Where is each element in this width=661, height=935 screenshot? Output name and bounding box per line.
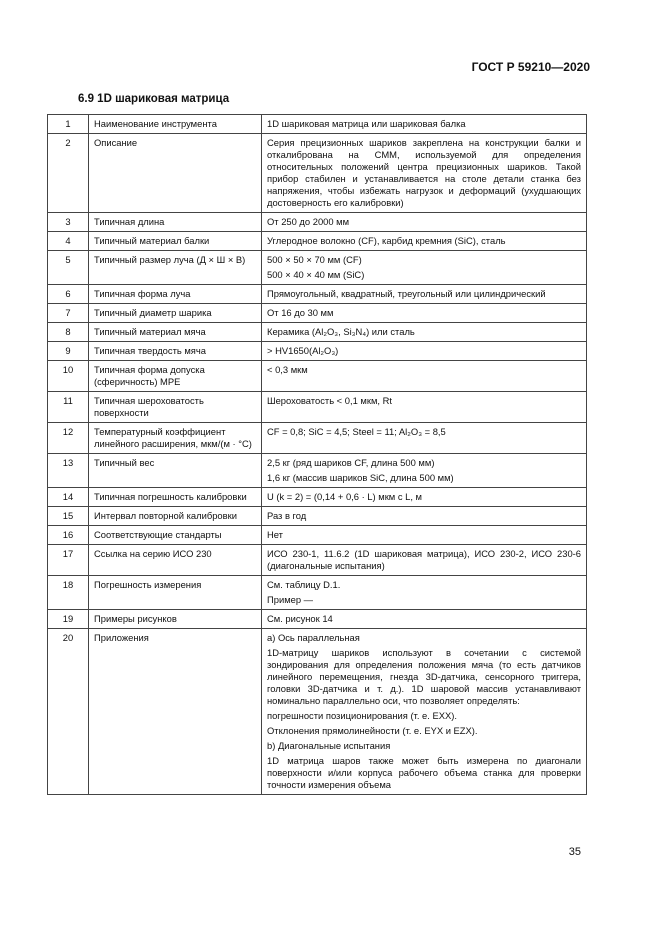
row-value	[262, 454, 587, 488]
value-line: См. таблицу D.1.	[267, 579, 341, 590]
row-number: 17	[48, 545, 89, 576]
row-value	[262, 323, 587, 342]
value-line: Керамика (Al₂O₃, Si₃N₄) или сталь	[267, 326, 415, 337]
row-parameter: Типичный материал балки	[89, 232, 262, 251]
row-parameter: Наименование инструмента	[89, 115, 262, 134]
table-row	[48, 304, 587, 323]
table-row	[48, 423, 587, 454]
value-line: 500 × 40 × 40 мм (SiC)	[267, 269, 365, 280]
table-row	[48, 610, 587, 629]
row-parameter: Типичная длина	[89, 213, 262, 232]
row-number: 12	[48, 423, 89, 454]
table-row	[48, 323, 587, 342]
row-number: 14	[48, 488, 89, 507]
row-number: 11	[48, 392, 89, 423]
row-parameter: Приложения	[89, 629, 262, 795]
table-row	[48, 629, 587, 795]
row-number: 5	[48, 251, 89, 285]
row-value	[262, 423, 587, 454]
row-value	[262, 361, 587, 392]
row-value	[262, 610, 587, 629]
row-parameter: Типичный материал мяча	[89, 323, 262, 342]
value-line: CF = 0,8; SiC = 4,5; Steel = 11; Al₂O₃ = 8,5	[267, 426, 446, 437]
value-line: U (k = 2) = (0,14 + 0,6 · L) мкм с L, м	[267, 491, 423, 502]
row-number: 1	[48, 115, 89, 134]
row-value	[262, 232, 587, 251]
row-parameter: Интервал повторной калибровки	[89, 507, 262, 526]
value-line: Прямоугольный, квадратный, треугольный или цилиндрический	[267, 288, 546, 299]
row-value	[262, 629, 587, 795]
page-number: 35	[568, 846, 581, 858]
row-value	[262, 134, 587, 213]
value-line: От 250 до 2000 мм	[267, 216, 350, 227]
row-number: 8	[48, 323, 89, 342]
row-value	[262, 392, 587, 423]
row-number: 3	[48, 213, 89, 232]
value-line: > HV1650(Al₂O₃)	[267, 345, 339, 356]
row-value	[262, 526, 587, 545]
row-number: 2	[48, 134, 89, 213]
row-value	[262, 545, 587, 576]
specification-table	[47, 114, 587, 795]
row-value	[262, 576, 587, 610]
value-line: См. рисунок 14	[267, 613, 333, 624]
row-number: 13	[48, 454, 89, 488]
value-line: 1D-матрицу шариков используют в сочетании с системой зондирования для определения положения мяча (то есть датчиков линейного перемещения, гнезда 3D-датчика, сенсорного триггера, головки 3D-датчика и т. д.). 1D шаровой массив устанавливают номинально параллельно оси, что позволяет определять:	[267, 647, 581, 706]
row-parameter: Примеры рисунков	[89, 610, 262, 629]
value-line: < 0,3 мкм	[267, 364, 308, 375]
table-row	[48, 213, 587, 232]
value-line: ИСО 230-1, 11.6.2 (1D шариковая матрица), ИСО 230-2, ИСО 230-6 (диагональные испытания)	[267, 548, 581, 571]
value-line: a) Ось параллельная	[267, 632, 360, 643]
row-value	[262, 507, 587, 526]
value-line: b) Диагональные испытания	[267, 740, 391, 751]
value-line: 1D матрица шаров также может быть измерена по диагонали поверхности и/или корпуса рабочего объема станка для проверки точности измерения объема	[267, 755, 581, 790]
row-parameter: Типичный вес	[89, 454, 262, 488]
table-row	[48, 507, 587, 526]
row-number: 10	[48, 361, 89, 392]
value-line: Раз в год	[267, 510, 307, 521]
row-parameter: Типичный размер луча (Д × Ш × В)	[89, 251, 262, 285]
row-number: 7	[48, 304, 89, 323]
table-row	[48, 576, 587, 610]
value-line: Серия прецизионных шариков закреплена на конструкции балки и откалиброванa на CMM, используемой для определения относительных положений центра прецизионных шариков. Такой прибор стабилен и устанавливается на столе детали станка без напряжения, чтобы избежать нагрузок и деформаций (ухудшающих достоверность его калибровки)	[267, 137, 581, 208]
row-value	[262, 251, 587, 285]
table-row	[48, 342, 587, 361]
value-line: Углеродное волокно (CF), карбид кремния (SiC), сталь	[267, 235, 506, 246]
row-value	[262, 342, 587, 361]
row-parameter: Типичная шероховатость поверхности	[89, 392, 262, 423]
row-number: 15	[48, 507, 89, 526]
row-number: 9	[48, 342, 89, 361]
value-line: От 16 до 30 мм	[267, 307, 334, 318]
table-row	[48, 526, 587, 545]
table-row	[48, 115, 587, 134]
row-value	[262, 304, 587, 323]
value-line: 1,6 кг (массив шариков SiC, длина 500 мм)	[267, 472, 454, 483]
value-line: погрешности позиционирования (т. е. EXX).	[267, 710, 457, 721]
row-number: 20	[48, 629, 89, 795]
table-row	[48, 251, 587, 285]
table-row	[48, 545, 587, 576]
row-parameter: Типичная форма допуска (сферичность) MPE	[89, 361, 262, 392]
row-parameter: Соответствующие стандарты	[89, 526, 262, 545]
row-value	[262, 213, 587, 232]
row-value	[262, 115, 587, 134]
value-line: 500 × 50 × 70 мм (CF)	[267, 254, 362, 265]
row-parameter: Типичная твердость мяча	[89, 342, 262, 361]
row-number: 6	[48, 285, 89, 304]
row-value	[262, 488, 587, 507]
value-line: 2,5 кг (ряд шариков CF, длина 500 мм)	[267, 457, 435, 468]
table-row	[48, 134, 587, 213]
table-row	[48, 488, 587, 507]
value-line: Отклонения прямолинейности (т. е. EYX и EZX).	[267, 725, 478, 736]
row-value	[262, 285, 587, 304]
row-number: 19	[48, 610, 89, 629]
row-number: 18	[48, 576, 89, 610]
row-parameter: Ссылка на серию ИСО 230	[89, 545, 262, 576]
row-parameter: Описание	[89, 134, 262, 213]
table-row	[48, 285, 587, 304]
value-line: 1D шариковая матрица или шариковая балка	[267, 118, 466, 129]
row-number: 4	[48, 232, 89, 251]
row-parameter: Погрешность измерения	[89, 576, 262, 610]
value-line: Нет	[267, 529, 283, 540]
row-parameter: Температурный коэффициент линейного расширения, мкм/(м · °C)	[89, 423, 262, 454]
section-title: 6.9 1D шариковая матрица	[78, 93, 230, 105]
document-header: ГОСТ Р 59210—2020	[471, 60, 590, 74]
row-number: 16	[48, 526, 89, 545]
value-line: Шероховатость < 0,1 мкм, Rt	[267, 395, 392, 406]
value-line: Пример —	[267, 594, 314, 605]
row-parameter: Типичная форма луча	[89, 285, 262, 304]
row-parameter: Типичная погрешность калибровки	[89, 488, 262, 507]
table-row	[48, 361, 587, 392]
table-row	[48, 454, 587, 488]
table-row	[48, 232, 587, 251]
table-row	[48, 392, 587, 423]
row-parameter: Типичный диаметр шарика	[89, 304, 262, 323]
